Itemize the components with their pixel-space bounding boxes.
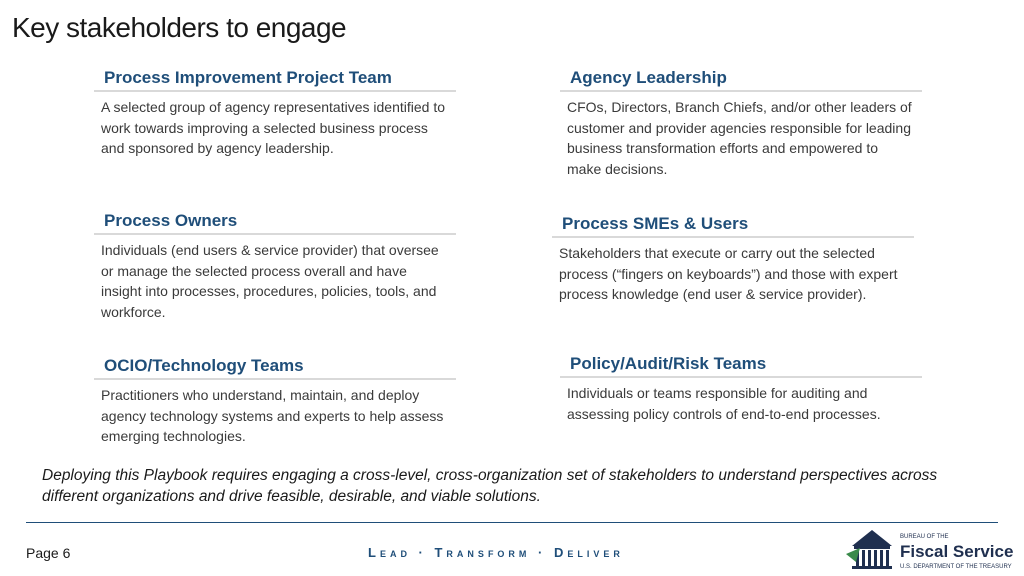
stakeholder-card-policy-audit-risk	[560, 352, 922, 424]
stakeholder-card-project-team	[94, 66, 456, 159]
stakeholder-description: Individuals or teams responsible for auditing and assessing policy controls of end-to-end processes.	[567, 385, 881, 422]
stakeholder-heading: Process Owners	[94, 209, 456, 235]
summary-note: Deploying this Playbook requires engaging a cross-level, cross-organization set of stakeholders to understand perspectives across different organizations and drive feasible, desirable, and viable solutions.	[42, 467, 938, 505]
stakeholder-heading: Process Improvement Project Team	[94, 66, 456, 92]
stakeholder-heading: Policy/Audit/Risk Teams	[560, 352, 922, 378]
stakeholder-description: A selected group of agency representatives identified to work towards improving a selected business process and sponsored by agency leadership.	[101, 99, 445, 156]
footer-divider	[26, 522, 998, 523]
stakeholder-description: Stakeholders that execute or carry out the selected process (“fingers on keyboards”) and those with expert process knowledge (end user & service provider).	[559, 245, 898, 302]
stakeholder-description: Practitioners who understand, maintain, and deploy agency technology systems and experts to help assess emerging technologies.	[101, 387, 444, 444]
page-title: Key stakeholders to engage	[12, 12, 347, 43]
stakeholder-card-process-smes	[552, 212, 914, 305]
stakeholder-card-agency-leadership	[560, 66, 922, 179]
treasury-building-icon	[846, 530, 892, 569]
logo-treasury-text: U.S. DEPARTMENT OF THE TREASURY	[900, 564, 1012, 570]
stakeholder-description: Individuals (end users & service provider) that oversee or manage the selected process overall and have insight into processes, procedures, policies, tools, and workforce.	[101, 242, 439, 320]
logo-bureau-text: BUREAU OF THE	[900, 534, 949, 540]
fiscal-service-logo	[846, 524, 1014, 574]
logo-fiscal-service-text: Fiscal Service	[900, 542, 1014, 561]
stakeholder-heading: Process SMEs & Users	[552, 212, 914, 238]
stakeholder-description: CFOs, Directors, Branch Chiefs, and/or other leaders of customer and provider agencies responsible for leading business transformation efforts and empowered to make decisions.	[567, 99, 912, 177]
stakeholder-heading: OCIO/Technology Teams	[94, 354, 456, 380]
stakeholder-card-ocio-technology	[94, 354, 456, 447]
stakeholder-heading: Agency Leadership	[560, 66, 922, 92]
page-number: Page 6	[26, 545, 71, 561]
footer-tagline: Lead · Transform · Deliver	[368, 545, 624, 560]
stakeholder-card-process-owners	[94, 209, 456, 322]
